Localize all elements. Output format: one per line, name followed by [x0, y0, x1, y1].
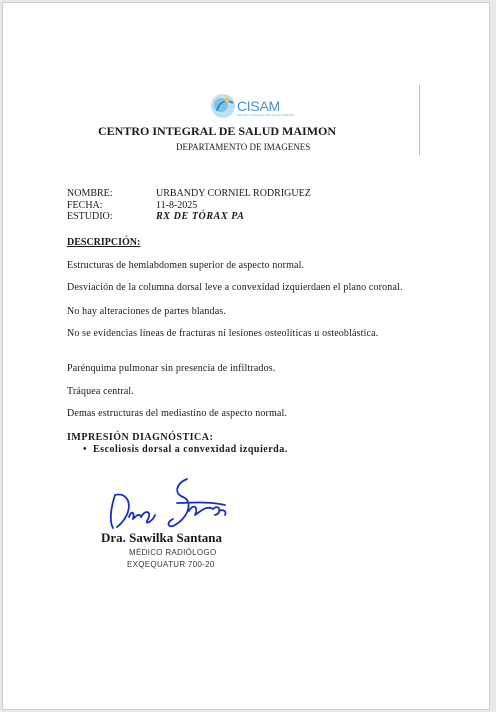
impression-item-text: Escoliosis dorsal a convexidad izquierda.: [93, 444, 288, 455]
name-value: URBANDY CORNIEL RODRIGUEZ: [156, 188, 311, 199]
report-paragraph: Estructuras de hemiabdomen superior de aspecto normal.: [67, 260, 305, 271]
report-paragraph: Parénquima pulmonar sin presencia de infiltrados.: [67, 363, 276, 374]
name-label: NOMBRE:: [67, 188, 113, 199]
report-paragraph: Demas estructuras del mediastino de aspecto normal.: [67, 408, 288, 419]
department-title: DEPARTAMENTO DE IMAGENES: [176, 142, 311, 152]
impression-heading: IMPRESIÓN DIAGNÓSTICA:: [67, 432, 214, 443]
doctor-name: Dra. Sawilka Santana: [101, 530, 222, 545]
report-paragraph: Tráquea central.: [67, 386, 135, 397]
study-label: ESTUDIO:: [67, 211, 113, 222]
organization-title: CENTRO INTEGRAL DE SALUD MAIMON: [98, 124, 337, 138]
date-label: FECHA:: [67, 200, 103, 211]
study-value: RX DE TÓRAX PA: [156, 211, 245, 222]
document-page: [2, 2, 490, 710]
impression-item: • Escoliosis dorsal a convexidad izquierda.: [83, 444, 288, 455]
cisam-logo: [207, 89, 295, 123]
doctor-exequatur: EXQEQUATUR 700-20: [127, 560, 215, 569]
cisam-logo-icon: [207, 89, 239, 123]
logo-tagline: CENTRO INTEGRAL DE SALUD MAIMON: [237, 113, 295, 117]
report-paragraph: Desviación de la columna dorsal leve a convexidad izquierdaen el plano coronal.: [67, 282, 403, 293]
doctor-title: MÉDICO RADIÓLOGO: [129, 548, 217, 557]
date-value: 11-8-2025: [156, 200, 198, 211]
report-paragraph: No hay alteraciones de partes blandas.: [67, 306, 226, 317]
description-heading: DESCRIPCIÓN:: [67, 237, 141, 248]
margin-line: [419, 85, 420, 155]
signature-image: [103, 473, 233, 533]
logo-text: CISAM: [237, 98, 280, 114]
report-paragraph: No se evidencias líneas de fracturas ni lesiones osteolíticas u osteoblástica.: [67, 328, 379, 339]
